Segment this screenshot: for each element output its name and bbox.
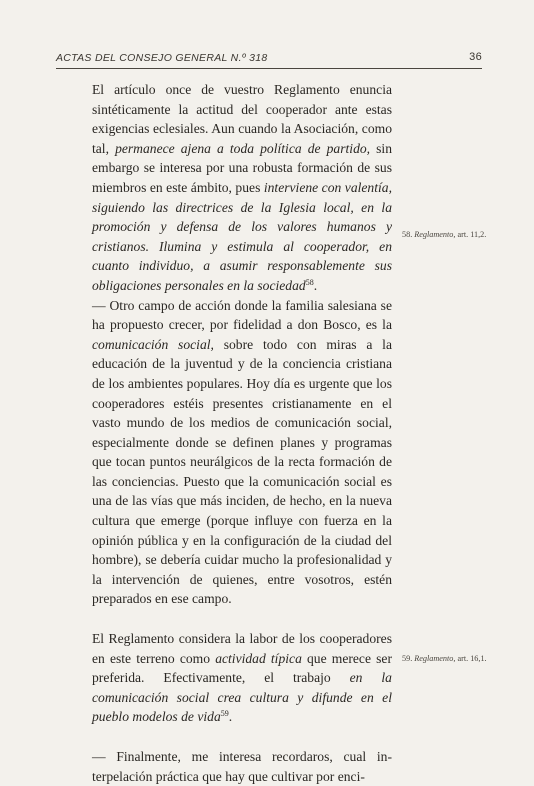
text-run: — Finalmente, me interesa recordaros, cual interpelación práctica que hay que cultivar por enci- bbox=[92, 749, 392, 784]
text-run: que merece ser preferida. Efectivamente, el trabajo bbox=[92, 650, 392, 686]
page-number: 36 bbox=[469, 51, 482, 63]
text-run: . bbox=[228, 709, 233, 725]
running-header-title: ACTAS DEL CONSEJO GENERAL N.º 318 bbox=[56, 52, 268, 64]
footnote-ref: art. 11,2. bbox=[457, 230, 487, 239]
italic-run: permanece ajena a toda política de partido, bbox=[115, 140, 371, 156]
footnote-marker: 59 bbox=[220, 709, 229, 719]
italic-run: en la comunicación social crea cultura y difunde en el pueblo modelos de vida bbox=[92, 670, 392, 725]
text-run: sin embargo se interesa por una robusta formación de sus miembros en este ámbito, pues bbox=[92, 140, 392, 195]
italic-run: actividad típica bbox=[215, 650, 302, 666]
text-run: — Otro campo de acción donde la familia salesiana se ha propuesto crecer, por fidelidad a don Bosco, es la bbox=[92, 297, 392, 333]
paragraph bbox=[92, 296, 392, 610]
header-rule bbox=[56, 68, 482, 69]
footnote-58 bbox=[402, 230, 512, 239]
paragraph bbox=[92, 80, 392, 296]
text-run: El artículo once de vuestro Reglamento enuncia sintéticamente la actitud del cooperador ante estas exigencias eclesiales. Aun cuando la Asociación, como tal, bbox=[92, 82, 392, 156]
text-run: . bbox=[313, 277, 318, 293]
footnote-59 bbox=[402, 654, 512, 663]
footnote-source: Reglamento, bbox=[414, 654, 456, 663]
paragraph bbox=[92, 747, 392, 786]
italic-run: comunicación social, bbox=[92, 336, 214, 352]
footnote-number: 58. bbox=[402, 230, 413, 239]
running-header bbox=[56, 50, 482, 66]
italic-run: interviene con valentía, siguiendo las directrices de la Iglesia local, en la promoción y defensa de los valores humanos y cristianos. Ilumina y estimula al cooperador, en cuanto individuo, a asumir responsablemente sus obligaciones personales en la sociedad bbox=[92, 179, 392, 293]
paragraph bbox=[92, 629, 392, 727]
footnote-source: Reglamento, bbox=[414, 230, 456, 239]
text-run: El Reglamento considera la labor de los cooperadores en este terreno como bbox=[92, 631, 392, 666]
footnote-number: 59. bbox=[402, 654, 413, 663]
footnote-marker: 58 bbox=[305, 277, 314, 287]
paragraph-gap bbox=[92, 727, 392, 747]
body-text-column bbox=[92, 80, 392, 786]
paragraph-gap bbox=[92, 609, 392, 629]
text-run: sobre todo con miras a la educación de la juventud y de la conciencia cristiana de los ambientes populares. Hoy día es urgente que los cooperadores estéis presentes cristianamente en el vasto mundo de los medios de comunicación social, especialmente donde se definen planes y programas que tocan puntos neurálgicos de la recta formación de las conciencias. Puesto que la comunicación social es una de las vías que más inciden, de hecho, en la nueva cultura que emerge (porque influye con fuerza en la opinión pública y en la configuración de la ciudad del hombre), se debería cuidar mucho la profesionalidad y la intervención de quienes, entre vosotros, estén preparados en ese campo. bbox=[92, 336, 392, 607]
footnote-ref: art. 16,1. bbox=[457, 654, 487, 663]
